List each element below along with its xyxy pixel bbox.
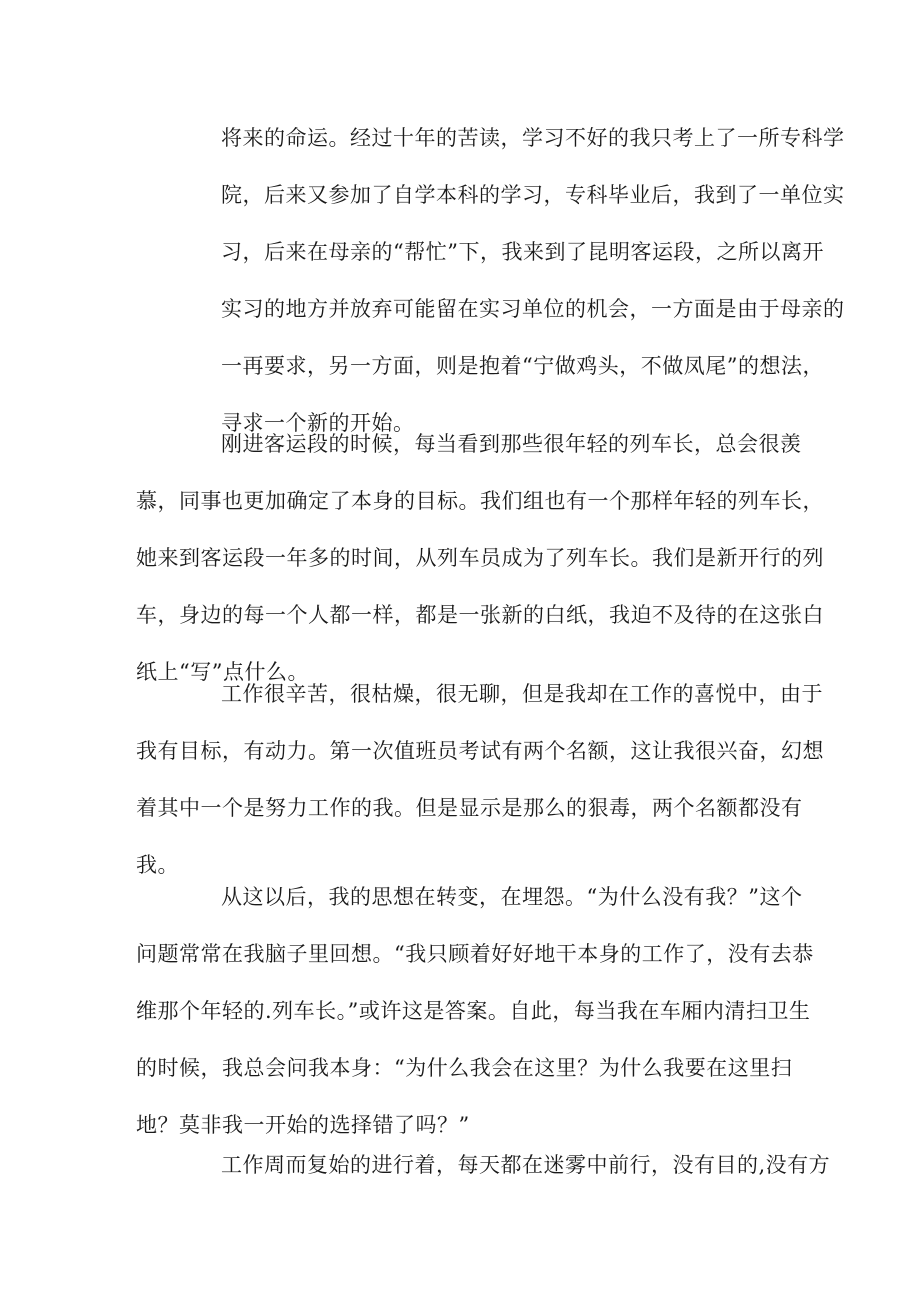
text-line: 寻求一个新的开始。	[221, 411, 415, 435]
text-line: 实习的地方并放弃可能留在实习单位的机会，一方面是由于母亲的	[221, 297, 845, 321]
text-line: 的时候，我总会问我本身：“为什么我会在这里？为什么我要在这里扫	[136, 1056, 793, 1080]
text-line: 问题常常在我脑子里回想。“我只顾着好好地干本身的工作了，没有去恭	[136, 942, 814, 966]
text-line: 慕，同事也更加确定了本身的目标。我们组也有一个那样年轻的列车长，	[136, 489, 824, 513]
text-line: 着其中一个是努力工作的我。但是显示是那么的狠毒，两个名额都没有	[136, 796, 803, 820]
text-line: 纸上“写”点什么。	[136, 660, 309, 684]
text-line: 车，身边的每一个人都一样，都是一张新的白纸，我迫不及待的在这张白	[136, 603, 824, 627]
text-line: 地？莫非我一开始的选择错了吗？”	[136, 1113, 470, 1137]
text-line: 工作周而复始的进行着，每天都在迷雾中前行，没有目的,没有方	[221, 1153, 831, 1177]
text-line: 一再要求，另一方面，则是抱着“宁做鸡头，不做凤尾”的想法，	[221, 354, 824, 378]
text-line: 维那个年轻的.列车长。”或许这是答案。自此，每当我在车厢内清扫卫生	[136, 999, 811, 1023]
text-line: 刚进客运段的时候，每当看到那些很年轻的列车长，总会很羡	[221, 432, 802, 456]
text-line: 将来的命运。经过十年的苦读，学习不好的我只考上了一所专科学	[221, 126, 845, 150]
text-line: 从这以后，我的思想在转变，在埋怨。“为什么没有我？”这个	[221, 885, 803, 909]
text-line: 院，后来又参加了自学本科的学习，专科毕业后，我到了一单位实	[221, 183, 845, 207]
text-line: 她来到客运段一年多的时间，从列车员成为了列车长。我们是新开行的列	[136, 546, 824, 570]
text-line: 我有目标，有动力。第一次值班员考试有两个名额，这让我很兴奋，幻想	[136, 739, 824, 763]
text-line: 我。	[136, 853, 179, 877]
text-line: 习，后来在母亲的“帮忙”下，我来到了昆明客运段，之所以离开	[221, 240, 824, 264]
text-line: 工作很辛苦，很枯燥，很无聊，但是我却在工作的喜悦中，由于	[221, 682, 823, 706]
